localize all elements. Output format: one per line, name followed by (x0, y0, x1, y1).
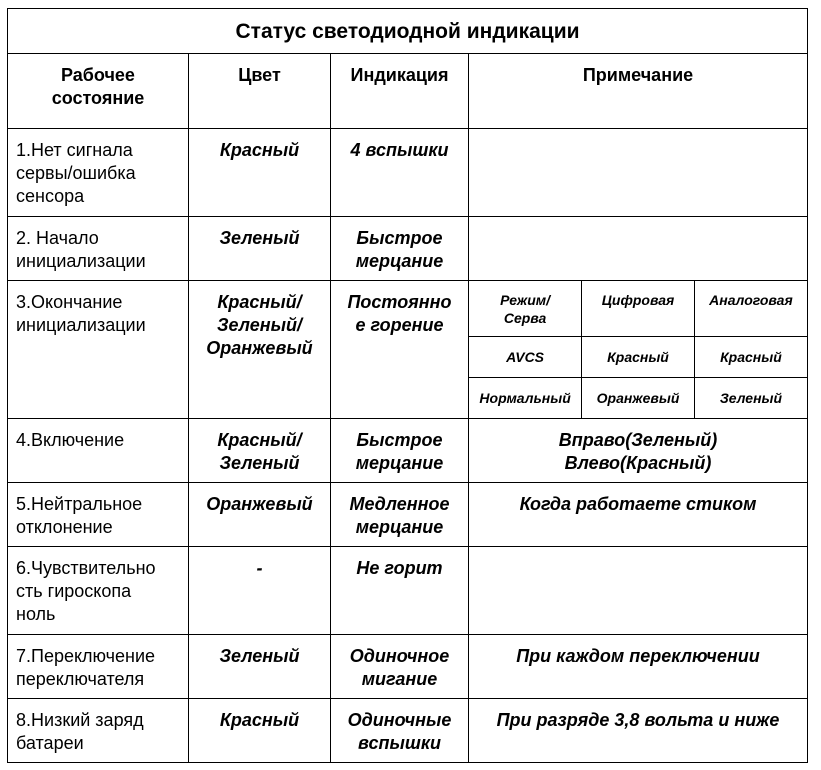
indication-line: Одиночное (349, 646, 450, 666)
mode-header-analog (694, 281, 807, 336)
indication-cell (331, 483, 469, 547)
color-cell (189, 699, 331, 763)
state-cell (8, 635, 189, 699)
note-line: При разряде 3,8 вольта и ниже (496, 710, 780, 730)
color-line: Зеленый/ (216, 315, 302, 335)
indication-cell (331, 129, 469, 217)
mode-table (469, 281, 807, 418)
indication-line: мерцание (355, 251, 444, 271)
color-line: Зеленый (219, 646, 300, 666)
header-indication: Индикация (331, 54, 469, 129)
color-line: Красный (219, 710, 300, 730)
state-line: отклонение (16, 517, 113, 537)
indication-cell (331, 547, 469, 635)
state-line: 2. Начало (16, 228, 99, 248)
mode-cell: Нормальный (469, 377, 582, 418)
color-line: Зеленый (219, 453, 300, 473)
mode-cell: Красный (582, 336, 695, 377)
note-line: Когда работаете стиком (519, 494, 757, 514)
state-cell (8, 129, 189, 217)
indication-line: Не горит (356, 558, 443, 578)
color-cell (189, 217, 331, 281)
table-row (8, 699, 808, 763)
mode-header-line: Цифровая (601, 292, 675, 308)
state-line: 4.Включение (16, 430, 125, 450)
color-line: Оранжевый (206, 338, 313, 358)
state-line: инициализации (16, 315, 146, 335)
state-cell (8, 699, 189, 763)
color-line: Красный/ (217, 292, 302, 312)
indication-line: Быстрое (356, 228, 443, 248)
state-cell (8, 419, 189, 483)
indication-line: мерцание (355, 517, 444, 537)
note-cell (469, 217, 808, 281)
mode-header-line: Серва (503, 310, 547, 326)
table-row (8, 483, 808, 547)
title-row (8, 9, 808, 54)
header-color: Цвет (189, 54, 331, 129)
note-line: Вправо(Зеленый) (558, 430, 718, 450)
indication-line: вспышки (358, 733, 441, 753)
state-line: сть гироскопа (16, 581, 132, 601)
mode-header-mode (469, 281, 582, 336)
note-line: Влево(Красный) (564, 453, 712, 473)
indication-line: Одиночные (347, 710, 452, 730)
note-cell (469, 419, 808, 483)
header-state-line: состояние (51, 88, 145, 108)
state-line: сервы/ошибка (16, 163, 136, 183)
color-cell (189, 281, 331, 419)
state-line: переключателя (16, 669, 145, 689)
mode-table-cell (469, 281, 808, 419)
table-row (8, 635, 808, 699)
state-line: 3.Окончание (16, 292, 123, 312)
state-line: 6.Чувствительно (16, 558, 156, 578)
state-line: 5.Нейтральное (16, 494, 143, 514)
mode-cell: AVCS (469, 336, 582, 377)
indication-cell (331, 635, 469, 699)
color-cell (189, 129, 331, 217)
color-line: Оранжевый (206, 494, 313, 514)
state-cell (8, 281, 189, 419)
mode-cell: Зеленый (694, 377, 807, 418)
led-status-table (7, 8, 808, 763)
color-line: - (256, 558, 263, 578)
mode-header-digital (582, 281, 695, 336)
note-cell (469, 635, 808, 699)
table-title: Статус светодиодной индикации (8, 9, 808, 54)
header-state-line: Рабочее (61, 65, 135, 85)
mode-header-line: Режим/ (500, 292, 551, 308)
indication-line: Медленное (349, 494, 450, 514)
header-state (8, 54, 189, 129)
mode-header-line: Аналоговая (709, 292, 793, 308)
mode-cell: Оранжевый (582, 377, 695, 418)
color-line: Красный/ (217, 430, 302, 450)
indication-line: мерцание (355, 453, 444, 473)
indication-cell (331, 419, 469, 483)
header-note: Примечание (469, 54, 808, 129)
state-line: инициализации (16, 251, 146, 271)
table-row (8, 281, 808, 419)
indication-line: мигание (361, 669, 438, 689)
color-cell (189, 483, 331, 547)
note-cell (469, 129, 808, 217)
state-cell (8, 547, 189, 635)
state-line: 8.Низкий заряд (16, 710, 144, 730)
header-row (8, 54, 808, 129)
note-cell (469, 483, 808, 547)
state-cell (8, 483, 189, 547)
indication-line: Постоянно (347, 292, 452, 312)
mode-table-row (469, 377, 807, 418)
color-cell (189, 419, 331, 483)
indication-line: 4 вспышки (350, 140, 449, 160)
color-cell (189, 547, 331, 635)
note-cell (469, 699, 808, 763)
table-row (8, 419, 808, 483)
state-line: ноль (16, 604, 56, 624)
indication-cell (331, 281, 469, 419)
table-row (8, 217, 808, 281)
indication-cell (331, 699, 469, 763)
mode-table-header-row (469, 281, 807, 336)
color-cell (189, 635, 331, 699)
state-line: 1.Нет сигнала (16, 140, 133, 160)
mode-cell: Красный (694, 336, 807, 377)
state-line: сенсора (16, 186, 85, 206)
indication-line: е горение (355, 315, 444, 335)
state-cell (8, 217, 189, 281)
mode-table-row (469, 336, 807, 377)
indication-cell (331, 217, 469, 281)
note-line: При каждом переключении (516, 646, 760, 666)
table-row (8, 129, 808, 217)
color-line: Зеленый (219, 228, 300, 248)
color-line: Красный (219, 140, 300, 160)
state-line: батареи (16, 733, 84, 753)
note-cell (469, 547, 808, 635)
table-row (8, 547, 808, 635)
state-line: 7.Переключение (16, 646, 156, 666)
indication-line: Быстрое (356, 430, 443, 450)
